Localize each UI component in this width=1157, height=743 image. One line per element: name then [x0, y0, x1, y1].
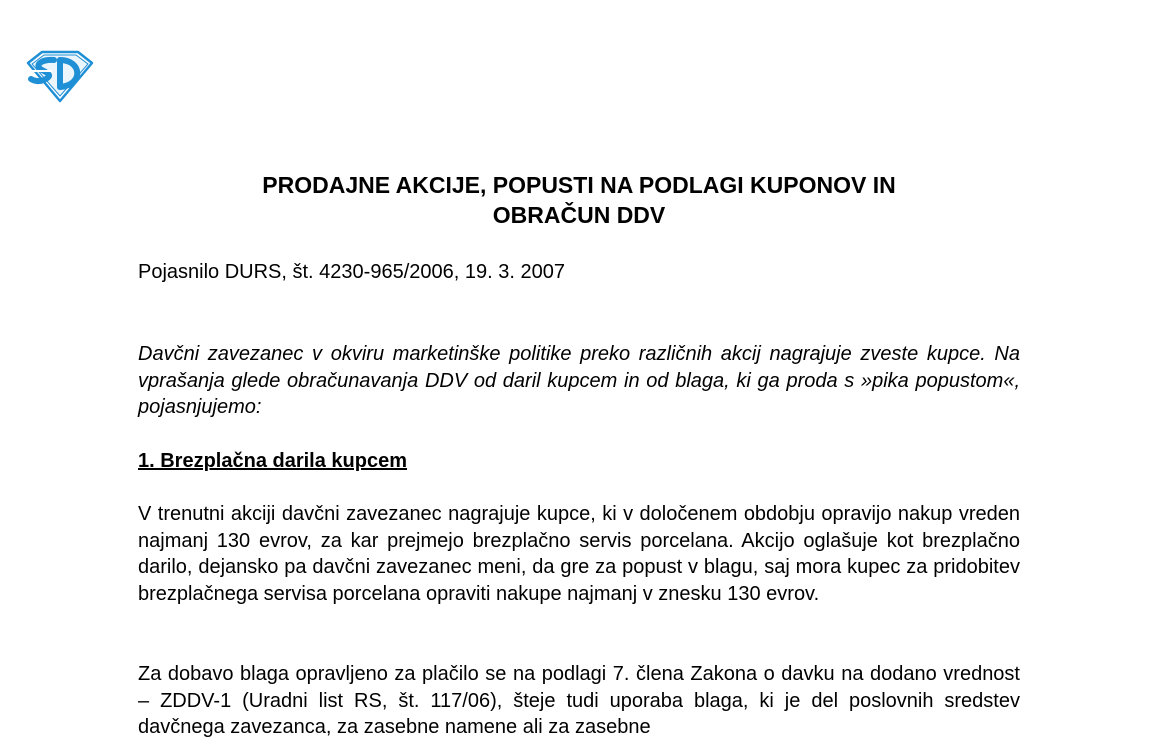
intro-paragraph: Davčni zavezanec v okviru marketinške politike preko različnih akcij nagrajuje zveste kupce. Na vprašanja glede obračunavanja DDV od daril kupcem in od blaga, ki ga proda s »pika popustom«, pojasnjujemo: — [138, 343, 1020, 418]
document-subtitle: Pojasnilo DURS, št. 4230-965/2006, 19. 3. 2007 — [138, 261, 565, 283]
section-1-heading: 1. Brezplačna darila kupcem — [138, 450, 408, 472]
sd-logo-icon — [22, 49, 96, 105]
section-1-paragraph-2: Za dobavo blaga opravljeno za plačilo se na podlagi 7. člena Zakona o davku na dodano vrednost – ZDDV-1 (Uradni list RS, št. 117/06), šteje tudi uporaba blaga, ki je del poslovnih sredstev davčnega zavezanca, za zasebne namene ali za zasebne — [138, 663, 1020, 738]
section-1-paragraph-1: V trenutni akciji davčni zavezanec nagrajuje kupce, ki v določenem obdobju opravijo nakup vreden najmanj 130 evrov, za kar prejmejo brezplačno servis porcelana. Akcijo oglašuje kot brezplačno darilo, dejansko pa davčni zavezanec meni, da gre za popust v blagu, saj mora kupec za pridobitev brezplačnega servisa porcelana opraviti nakupe najmanj v znesku 130 evrov. — [138, 503, 1020, 605]
document-title-line-1: PRODAJNE AKCIJE, POPUSTI NA PODLAGI KUPONOV IN — [262, 172, 896, 198]
document-title — [138, 170, 1020, 230]
document-title-line-2: OBRAČUN DDV — [492, 202, 666, 228]
